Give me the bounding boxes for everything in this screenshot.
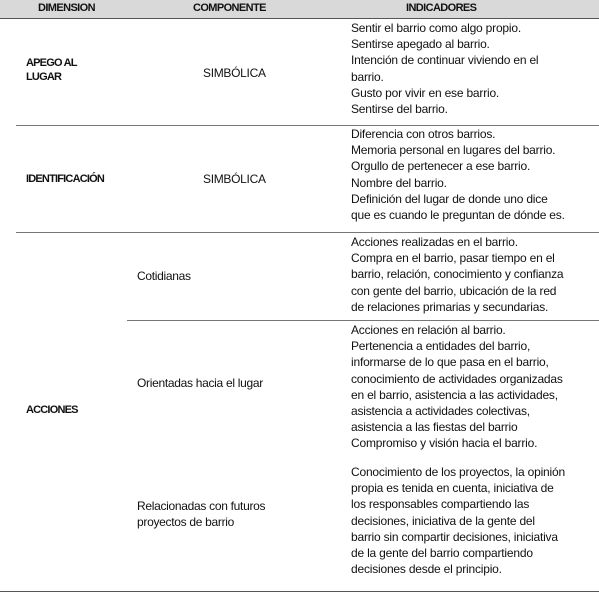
indicator-line: Gusto por vivir en ese barrio. <box>351 85 500 100</box>
subsection-divider <box>127 320 599 321</box>
indicators-futuros <box>351 464 597 577</box>
indicator-line: barrio sin compartir decisiones, iniciativa <box>351 529 558 544</box>
indicator-line: Sentirse apegado al barrio. <box>351 37 490 52</box>
indicator-line: Orgullo de pertenecer a ese barrio. <box>351 159 531 174</box>
indicators-orientadas <box>351 322 597 452</box>
indicator-line: Pertenencia a entidades del barrio, <box>351 339 531 354</box>
indicators-apego <box>351 20 597 117</box>
dimension-acciones: ACCIONES <box>26 404 78 416</box>
indicator-line: Diferencia con otros barrios. <box>351 127 496 141</box>
component-orientadas: Orientadas hacia el lugar <box>137 376 263 390</box>
dimension-apego-line-1: APEGO AL <box>26 57 77 69</box>
component-identificacion: SIMBÓLICA <box>203 172 266 186</box>
dimension-identificacion: IDENTIFICACIÓN <box>26 173 105 185</box>
indicator-line: con gente del barrio, ubicación de la red <box>351 283 557 298</box>
indicator-line: Compromiso y visión hacia el barrio. <box>351 436 538 451</box>
indicator-line: Intención de continuar viviendo en el <box>351 53 539 68</box>
dimension-apego <box>26 56 77 84</box>
indicator-line: propia es tenida en cuenta, iniciativa de <box>351 481 554 496</box>
indicator-line: decisiones desde el principio. <box>351 562 502 577</box>
indicator-line: Compra en el barrio, pasar tiempo en el <box>351 251 555 266</box>
indicator-line: Memoria personal en lugares del barrio. <box>351 143 556 158</box>
header-component: COMPONENTE <box>193 2 266 14</box>
indicators-identificacion <box>351 126 597 223</box>
indicator-line: Acciones realizadas en el barrio. <box>351 235 518 249</box>
section-divider <box>16 232 599 233</box>
indicator-line: de la gente del barrio compartiendo <box>351 546 533 561</box>
indicators-cotidianas <box>351 234 597 315</box>
header-indicators: INDICADORES <box>406 2 477 14</box>
indicator-line: en el barrio, asistencia a las actividades, <box>351 387 558 402</box>
indicator-line: barrio. <box>351 69 384 84</box>
indicator-line: decisiones, iniciativa de la gente del <box>351 513 535 528</box>
component-futuros-line-1: Relacionadas con futuros <box>137 499 266 513</box>
table-bottom-rule <box>0 591 599 592</box>
indicator-line: que es cuando le preguntan de dónde es. <box>351 208 565 223</box>
indicator-line: Conocimiento de los proyectos, la opinión <box>351 465 565 479</box>
component-cotidianas: Cotidianas <box>137 269 191 283</box>
indicator-line: de relaciones primarias y secundarias. <box>351 299 549 314</box>
indicator-line: Nombre del barrio. <box>351 175 447 190</box>
indicator-line: asistencia a las fiestas del barrio <box>351 420 518 435</box>
indicator-line: Acciones en relación al barrio. <box>351 323 506 337</box>
component-futuros-line-2: proyectos de barrio <box>137 515 235 529</box>
indicator-line: informarse de lo que pasa en el barrio, <box>351 355 549 370</box>
table-header <box>0 0 599 19</box>
indicator-line: asistencia a actividades colectivas, <box>351 404 530 419</box>
component-futuros <box>137 498 265 530</box>
header-dimension: DIMENSION <box>38 2 95 14</box>
indicator-line: los responsables compartiendo las <box>351 497 530 512</box>
indicator-line: conocimiento de actividades organizadas <box>351 371 563 386</box>
indicator-line: Sentirse del barrio. <box>351 102 448 117</box>
indicator-line: Definición del lugar de donde uno dice <box>351 191 548 206</box>
component-apego: SIMBÓLICA <box>203 66 266 80</box>
indicator-line: Sentir el barrio como algo propio. <box>351 21 521 35</box>
indicator-line: barrio, relación, conocimiento y confianza <box>351 267 564 282</box>
dimension-apego-line-2: LUGAR <box>26 71 62 83</box>
